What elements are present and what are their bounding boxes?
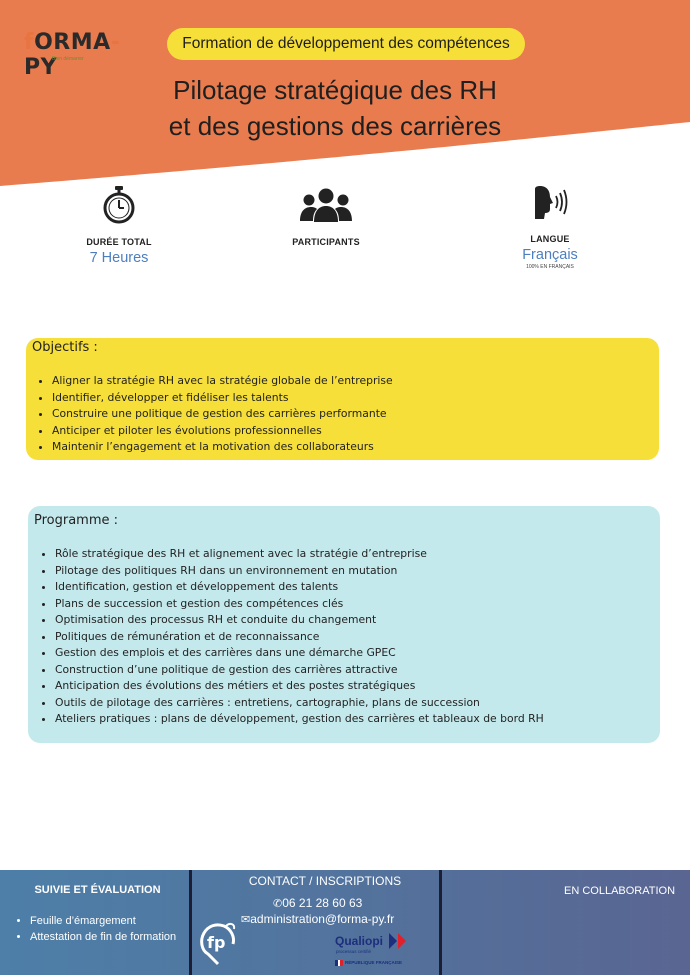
duration-info xyxy=(19,185,219,266)
list-item: • Politiques de rémunération et de reconnaissance xyxy=(55,629,544,646)
programme-list xyxy=(33,546,544,728)
list-item: • Anticipation des évolutions des métiers et des postes stratégiques xyxy=(55,678,544,695)
list-item: • Identification, gestion et développement des talents xyxy=(55,579,544,596)
phone-number[interactable]: 06 21 28 60 63 xyxy=(282,896,363,910)
contact-phone[interactable] xyxy=(273,896,362,910)
qualiopi-badge xyxy=(333,930,418,970)
list-item: • Gestion des emplois et des carrières dans une démarche GPEC xyxy=(55,645,544,662)
french-flag-icon xyxy=(335,960,343,966)
duration-value: 7 Heures xyxy=(89,250,149,266)
list-item: • Construire une politique de gestion des carrières performante xyxy=(52,406,393,423)
qualiopi-country: RÉPUBLIQUE FRANÇAISE xyxy=(345,960,403,965)
email-address[interactable]: administration@forma-py.fr xyxy=(250,912,395,926)
speaking-head-icon xyxy=(532,185,568,221)
phone-icon: ✆ xyxy=(273,898,283,910)
list-item: • Pilotage des politiques RH dans un environnement en mutation xyxy=(55,563,544,580)
category-pill: Formation de développement des compétences xyxy=(167,28,525,60)
list-item: • Maintenir l’engagement et la motivation des collaborateurs xyxy=(52,439,393,456)
envelope-icon: ✉ xyxy=(241,914,251,926)
brand-logo xyxy=(24,30,144,80)
title-line-2: et des gestions des carrières xyxy=(168,111,502,141)
logo-text: fORMA-PY xyxy=(24,30,121,80)
participants-info xyxy=(226,185,426,247)
contact-email[interactable] xyxy=(241,912,394,926)
duration-label: DURÉE TOTAL xyxy=(86,237,152,247)
group-icon xyxy=(299,185,353,225)
participants-label: PARTICIPANTS xyxy=(292,237,360,247)
list-item: • Construction d’une politique de gestion des carrières attractive xyxy=(55,662,544,679)
qualiopi-name: Qualiopi xyxy=(335,934,383,948)
fp-logo-icon xyxy=(198,920,238,966)
list-item: • Outils de pilotage des carrières : entretiens, cartographie, plans de succession xyxy=(55,695,544,712)
list-item: • Identifier, développer et fidéliser les talents xyxy=(52,390,393,407)
suivi-title: SUIVIE ET ÉVALUATION xyxy=(34,884,161,896)
list-item: • Attestation de fin de formation xyxy=(30,930,190,946)
objectifs-list xyxy=(30,373,393,456)
qualiopi-subtitle: processus certifié xyxy=(336,949,372,954)
list-item: • Plans de succession et gestion des compétences clés xyxy=(55,596,544,613)
programme-section xyxy=(28,506,660,743)
logo-tagline: Bien démarrer xyxy=(52,56,84,62)
list-item: • Optimisation des processus RH et conduite du changement xyxy=(55,612,544,629)
page-title xyxy=(120,72,550,144)
list-item: • Feuille d’émargement xyxy=(30,914,190,930)
programme-title: Programme : xyxy=(34,513,119,528)
list-item: • Rôle stratégique des RH et alignement avec la stratégie d’entreprise xyxy=(55,546,544,563)
stopwatch-icon xyxy=(102,185,136,225)
language-note: 100% EN FRANÇAIS xyxy=(526,264,574,270)
fp-logo-text: fp xyxy=(207,933,226,952)
language-label: LANGUE xyxy=(530,234,570,244)
suivi-list xyxy=(12,914,190,945)
collab-title: EN COLLABORATION xyxy=(564,885,676,897)
title-line-1: Pilotage stratégique des RH xyxy=(173,75,497,105)
objectifs-section xyxy=(26,338,659,460)
contact-title: CONTACT / INSCRIPTIONS xyxy=(248,874,402,888)
language-value: Français xyxy=(522,247,578,263)
list-item: • Anticiper et piloter les évolutions professionnelles xyxy=(52,423,393,440)
list-item: • Aligner la stratégie RH avec la stratégie globale de l’entreprise xyxy=(52,373,393,390)
language-info xyxy=(450,185,650,270)
qualiopi-arrows-icon xyxy=(389,933,411,949)
list-item: • Ateliers pratiques : plans de développement, gestion des carrières et tableaux de bord RH xyxy=(55,711,544,728)
objectifs-title: Objectifs : xyxy=(32,340,98,355)
footer xyxy=(0,870,690,975)
